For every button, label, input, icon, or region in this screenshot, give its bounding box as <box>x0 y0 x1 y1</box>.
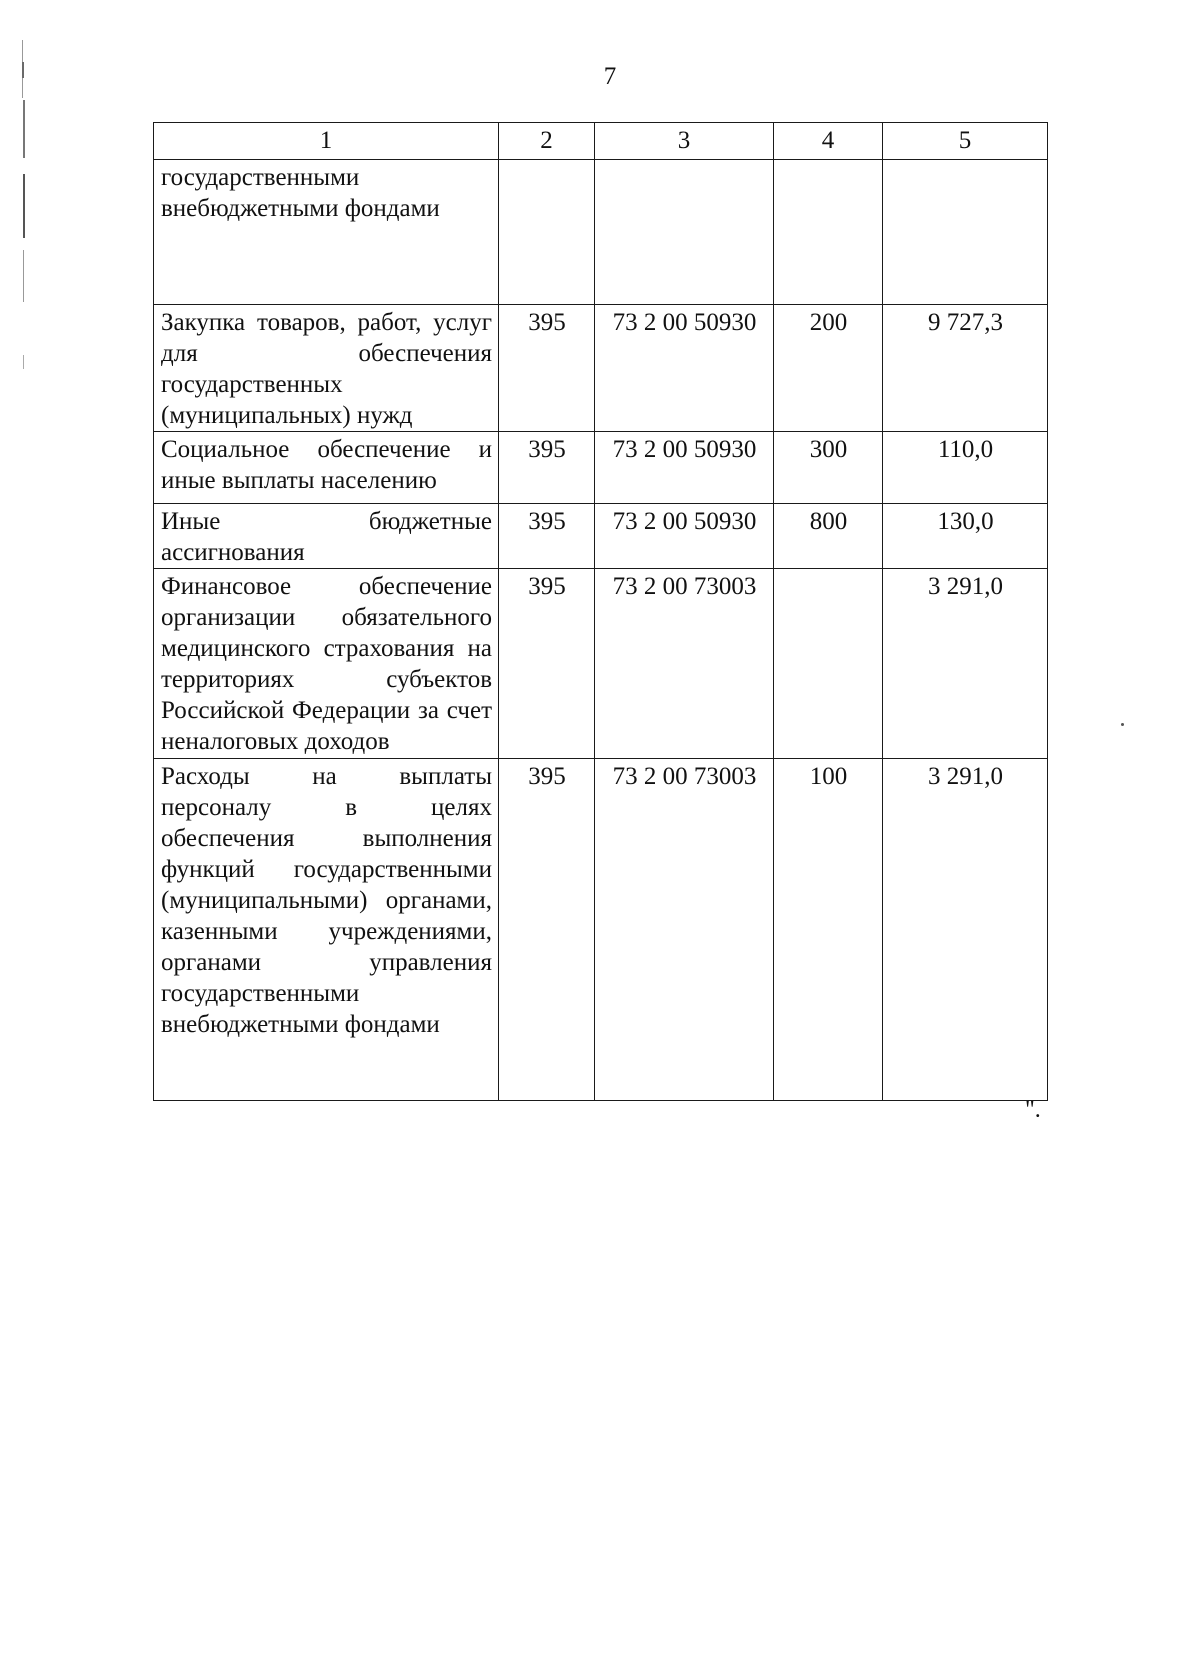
scan-artifact <box>23 355 24 369</box>
column-header: 2 <box>499 123 595 160</box>
row-col3 <box>595 160 774 305</box>
row-description: Финансовое обеспечение организации обязательного медицинского страхования на территориях субъектов Российской Федерации за счет неналоговых доходов <box>154 569 499 759</box>
table-row <box>154 569 1048 759</box>
row-col4: 300 <box>774 432 883 504</box>
row-description: Иные бюджетные ассигнования <box>154 504 499 569</box>
row-col2: 395 <box>499 305 595 432</box>
scan-artifact <box>23 250 24 302</box>
row-col5: 110,0 <box>883 432 1048 504</box>
budget-table <box>153 122 1048 1101</box>
row-col4: 800 <box>774 504 883 569</box>
scan-artifact <box>23 174 25 238</box>
closing-quote-mark: ". <box>1025 1097 1041 1123</box>
row-col5: 130,0 <box>883 504 1048 569</box>
row-col3: 73 2 00 50930 <box>595 504 774 569</box>
row-col2: 395 <box>499 569 595 759</box>
table-row <box>154 759 1048 1101</box>
row-col4 <box>774 160 883 305</box>
row-col4 <box>774 569 883 759</box>
table-row <box>154 305 1048 432</box>
scan-artifact <box>22 62 24 78</box>
table-row <box>154 160 1048 305</box>
row-col2: 395 <box>499 432 595 504</box>
table-row <box>154 432 1048 504</box>
row-description: государственными внебюджетными фондами <box>154 160 499 305</box>
row-col3: 73 2 00 73003 <box>595 759 774 1101</box>
row-col3: 73 2 00 50930 <box>595 432 774 504</box>
row-col5: 3 291,0 <box>883 759 1048 1101</box>
row-col5 <box>883 160 1048 305</box>
table-row <box>154 504 1048 569</box>
table-header-row <box>154 123 1048 160</box>
row-col5: 9 727,3 <box>883 305 1048 432</box>
row-col5: 3 291,0 <box>883 569 1048 759</box>
row-description: Социальное обеспечение и иные выплаты населению <box>154 432 499 504</box>
row-col2 <box>499 160 595 305</box>
scan-artifact <box>23 100 25 158</box>
scan-artifact <box>1121 723 1124 726</box>
row-description: Расходы на выплаты персоналу в целях обеспечения выполнения функций государственными (муниципальными) органами, казенными учреждениями, органами управления государственными внебюджетными фондами <box>154 759 499 1101</box>
row-col3: 73 2 00 73003 <box>595 569 774 759</box>
row-col2: 395 <box>499 504 595 569</box>
row-description: Закупка товаров, работ, услуг для обеспечения государственных (муниципальных) нужд <box>154 305 499 432</box>
page-number: 7 <box>603 63 617 90</box>
column-header: 4 <box>774 123 883 160</box>
column-header: 5 <box>883 123 1048 160</box>
row-col3: 73 2 00 50930 <box>595 305 774 432</box>
row-col2: 395 <box>499 759 595 1101</box>
column-header: 3 <box>595 123 774 160</box>
row-col4: 200 <box>774 305 883 432</box>
row-col4: 100 <box>774 759 883 1101</box>
column-header: 1 <box>154 123 499 160</box>
